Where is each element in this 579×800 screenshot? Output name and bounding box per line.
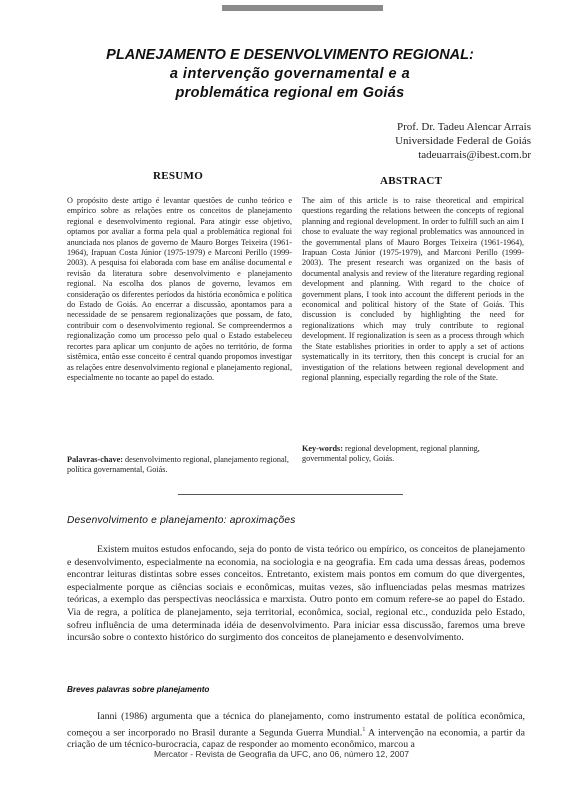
abstract-keywords — [302, 444, 524, 465]
author-block — [395, 120, 531, 162]
article-title-line-1: PLANEJAMENTO E DESENVOLVIMENTO REGIONAL: — [106, 47, 474, 63]
author-affiliation: Universidade Federal de Goiás — [395, 135, 531, 147]
section-divider — [178, 494, 403, 495]
abstract-text: The aim of this article is to raise theoretical and empirical questions regarding the relations between the concepts of regional planning and regional development. In order to fulfill such an aim I chose to evaluate the way regional problematics was announced in the governmental plans of Mauro Borges Teixeira (1961-1964), Irapuan Costa Júnior (1975-1979), and Marconi Perillo (1999-2003). The present research was organized on the basis of documental analysis and review of the literature regarding regional development and planning. With regard to the choice of government plans, I took into account the different periods in the economical and political history of the State of Goiás. This discussion is concluded by highlighting the need for regionalizations which may truly contribute to regional development. If regionalization is seen as a process through which the State establishes priorities in order to apply a set of actions systematically in its territory, then this concept is crucial for an investigation of the relations between regional development and regional planning, especially regarding the role of the State. — [302, 196, 524, 382]
resumo-keywords — [67, 455, 292, 476]
journal-footer: Mercator - Revista de Geografia da UFC, ano 06, número 12, 2007 — [154, 749, 410, 759]
author-name: Prof. Dr. Tadeu Alencar Arrais — [396, 121, 531, 133]
abstract-keywords-list: regional development, regional planning, governmental policy, Goiás. — [302, 444, 480, 464]
resumo-keywords-list: desenvolvimento regional, planejamento regional, política governamental, Goiás. — [67, 455, 289, 475]
header-rule — [222, 5, 383, 11]
abstract-heading: ABSTRACT — [380, 175, 443, 187]
abstract-keywords-label: Key-words: — [302, 444, 343, 453]
article-title-line-3: problemática regional em Goiás — [175, 85, 405, 101]
section-2-paragraph-end: A intervenção na economia, a partir da criação de um técnico-burocracia, capaz de responder ao momento econômico, marcou a — [67, 726, 526, 751]
section-1-paragraph: Existem muitos estudos enfocando, seja do ponto de vista teórico ou empírico, os conceitos de planejamento e desenvolvimento, especialmente na economia, na sociologia e na geografia. Em cada uma dessas áreas, podemos encontrar leituras distintas sobre esses conceitos. Entretanto, existem mais pontos em comum do que divergentes, especialmente porque as ciências sociais e econômicas, muitas vezes, são influenciadas pelas mesmas matrizes teóricas, a exemplo das perspectivas neoclássica e marxista. Outro ponto em comum refere-se ao papel do Estado. Via de regra, a política de planejamento, seja territorial, econômica, social, regional etc., conduzida pelo Estado, sofreu influência de uma determinada idéia de desenvolvimento. Para iniciar essa discussão, faremos uma breve incursão sobre o contexto histórico do surgimento dos conceitos de planejamento e desenvolvimento. — [67, 544, 525, 644]
section-heading-2: Breves palavras sobre planejamento — [67, 685, 210, 694]
resumo-text: O propósito deste artigo é levantar questões de cunho teórico e empírico sobre as relações entre os conceitos de planejamento regional e desenvolvimento regional. Para atingir esse objetivo, optamos por avaliar a forma pela qual a problemática regional foi anunciada nos planos de governo de Mauro Borges Teixeira (1961-1964), Irapuan Costa Júnior (1975-1979) e Marconi Perillo (1999-2003). A pesquisa foi elaborada com base em análise documental e revisão da literatura sobre desenvolvimento e planejamento regional. Na escolha dos planos de governo, levamos em consideração os diferentes períodos da história econômica e política do Estado de Goiás. Ao encerrar a discussão, apontamos para a necessidade de se pensarem regionalizações que possam, de fato, contribuir com o desenvolvimento regional. Se compreendermos a regionalização como um processo pelo qual o Estado estabeleceu recortes para aplicar um conjunto de ações no território, de forma sistêmica, então esse conceito é central quando propomos investigar as relações entre desenvolvimento regional e planejamento regional, especialmente no tocante ao papel do estado. — [67, 196, 292, 382]
section-2-paragraph — [67, 711, 525, 752]
resumo-heading: RESUMO — [153, 170, 204, 182]
resumo-keywords-label: Palavras-chave: — [67, 455, 123, 464]
section-2-paragraph-start: Ianni (1986) argumenta que a técnica do planejamento, como instrumento estatal de política econômica, começou a ser incorporado no Brasil durante a Segunda Guerra Mundial. — [67, 711, 525, 738]
article-title-line-2: a intervenção governamental e a — [169, 66, 411, 82]
author-email[interactable]: tadeuarrais@ibest.com.br — [418, 149, 531, 161]
footnote-marker[interactable]: 1 — [362, 726, 366, 733]
section-heading-1: Desenvolvimento e planejamento: aproximações — [67, 515, 296, 526]
